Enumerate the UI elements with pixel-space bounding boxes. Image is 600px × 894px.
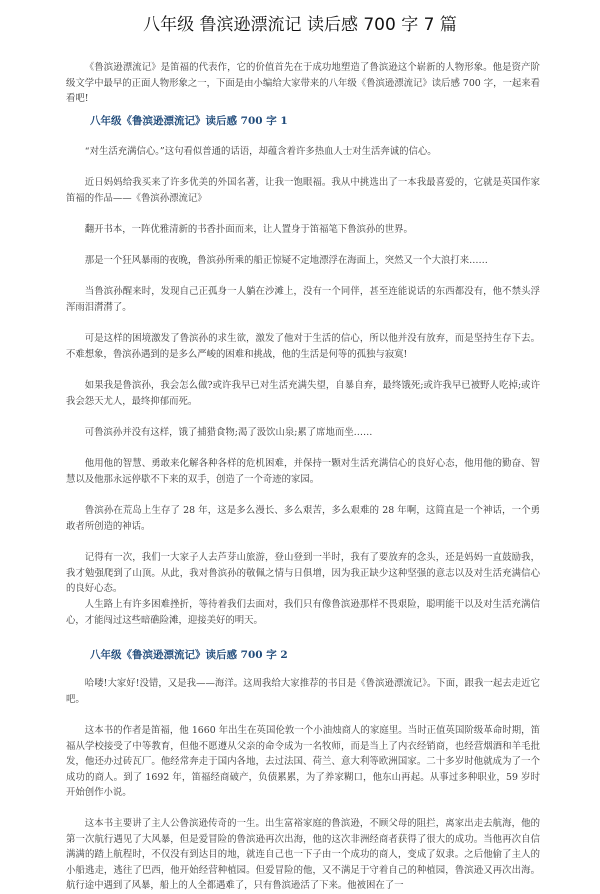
paragraph: 可鲁滨孙并没有这样，饿了捕猎食物;渴了汲饮山泉;累了席地而坐……	[84, 427, 373, 438]
paragraph: 当鲁滨孙醒来时，发现自己正孤身一人躺在沙滩上，没有一个同伴，甚至连能说话的东西都没有，他不禁头浮浑雨泪潸潸了。	[66, 286, 540, 313]
paragraph: 可是这样的困境激发了鲁滨孙的求生欲，激发了他对于生活的信心，所以他并没有放弃，而是坚持生存下去。不难想象，鲁滨孙遇到的是多么严峻的困难和挑战，他的生活是何等的孤独与寂寞!	[66, 333, 540, 360]
paragraph: 这本书的作者是笛福，他 1660 年出生在英国伦敦一个小油烛商人的家庭里。当时正值英国阶级革命时期，笛福从学校接受了中等教育，但他不愿遵从父亲的命令成为一名牧师，而是当上了内衣经销商，也经营烟酒和羊毛批发，他还办过砖瓦厂。他经常奔走于国内各地，去过法国、荷兰、意大利等欧洲国家。二十多岁时他就成为了一个成功的商人。到了 1692 年，笛福经商破产，负债累累，为了养家糊口，他东山再起。从事过多种职业，59 岁时开始创作小说。	[66, 725, 540, 798]
paragraph: 记得有一次，我们一大家子人去芦芽山旅游，登山登到一半时，我有了要放弃的念头，还是妈妈一直鼓励我，我才勉强爬到了山顶。从此，我对鲁滨孙的敬佩之情与日俱增，因为我正缺少这种坚强的意志以及对生活充满信心的良好心态。	[66, 552, 540, 594]
intro-paragraph: 《鲁滨逊漂流记》是笛福的代表作，它的价值首先在于成功地塑造了鲁滨逊这个崭新的人物形象。他是资产阶级文学中最早的正面人物形象之一，下面是由小编给大家带来的八年级《鲁滨逊漂流记》读后感 700 字，一起来看看吧!	[66, 62, 540, 104]
paragraph: 如果我是鲁滨孙，我会怎么做?或许我早已对生活充满失望，自暴自弃，最终饿死;或许我早已被野人吃掉;或许我会怨天尤人，最终抑郁而死。	[66, 380, 540, 407]
paragraph: 鲁滨孙在荒岛上生存了 28 年，这是多么漫长、多么艰苦，多么艰难的 28 年啊，这简直是一个神话，一个勇敢者所创造的神话。	[66, 505, 540, 532]
paragraph: 哈喽!大家好!没错，又是我——海洋。这周我给大家推荐的书目是《鲁滨逊漂流记》。下面，跟我一起去走近它吧。	[66, 678, 540, 705]
paragraph: 这本书主要讲了主人公鲁滨逊传奇的一生。出生富裕家庭的鲁滨逊，不顾父母的阻拦，离家出走去航海，他的第一次航行遇见了大风暴，但是爱冒险的鲁滨逊再次出海，他的这次非洲经商者获得了很大的成功。当他再次自信满满的踏上航程时，不仅没有到达目的地，就连自己也一下子由一个成功的商人，变成了奴隶。之后他偷了主人的小船逃走，逃往了巴西，他开始经营种植园。但爱冒险的他，又不满足于守着自己的种植园，鲁滨逊又再次出海。航行途中遇到了风暴，船上的人全都遇难了，只有鲁滨逊活了下来。他被困在了一	[66, 818, 540, 891]
paragraph: 人生路上有许多困难挫折，等待着我们去面对，我们只有像鲁滨逊那样不畏艰险，聪明能干以及对生活充满信心，才能闯过这些暗礁险滩，迎接美好的明天。	[66, 599, 540, 626]
document-title: 八年级 鲁滨逊漂流记 读后感 700 字 7 篇	[143, 15, 457, 35]
section-heading-1: 八年级《鲁滨逊漂流记》读后感 700 字 1	[90, 115, 288, 127]
paragraph: 近日妈妈给我买来了许多优美的外国名著，让我一饱眼福。我从中挑选出了一本我最喜爱的，它就是英国作家笛福的作品——《鲁滨孙漂流记》	[66, 177, 540, 204]
section-heading-2: 八年级《鲁滨逊漂流记》读后感 700 字 2	[90, 649, 288, 661]
paragraph: “对生活充满信心。”这句看似普通的话语，却蕴含着许多热血人士对生活奔诚的信心。	[84, 146, 437, 157]
paragraph: 翻开书本，一阵优雅清新的书香扑面而来，让人置身于笛福笔下鲁滨孙的世界。	[84, 224, 413, 235]
paragraph: 那是一个狂风暴雨的夜晚，鲁滨孙所乘的船正惊疑不定地漂浮在海面上，突然又一个大浪打来……	[84, 255, 488, 266]
paragraph: 他用他的智慧、勇敢来化解各种各样的危机困难，并保持一颗对生活充满信心的良好心态，他用他的勤奋、智慧以及他那永远停歇不下来的双手，创造了一个奇迹的家园。	[66, 458, 540, 485]
